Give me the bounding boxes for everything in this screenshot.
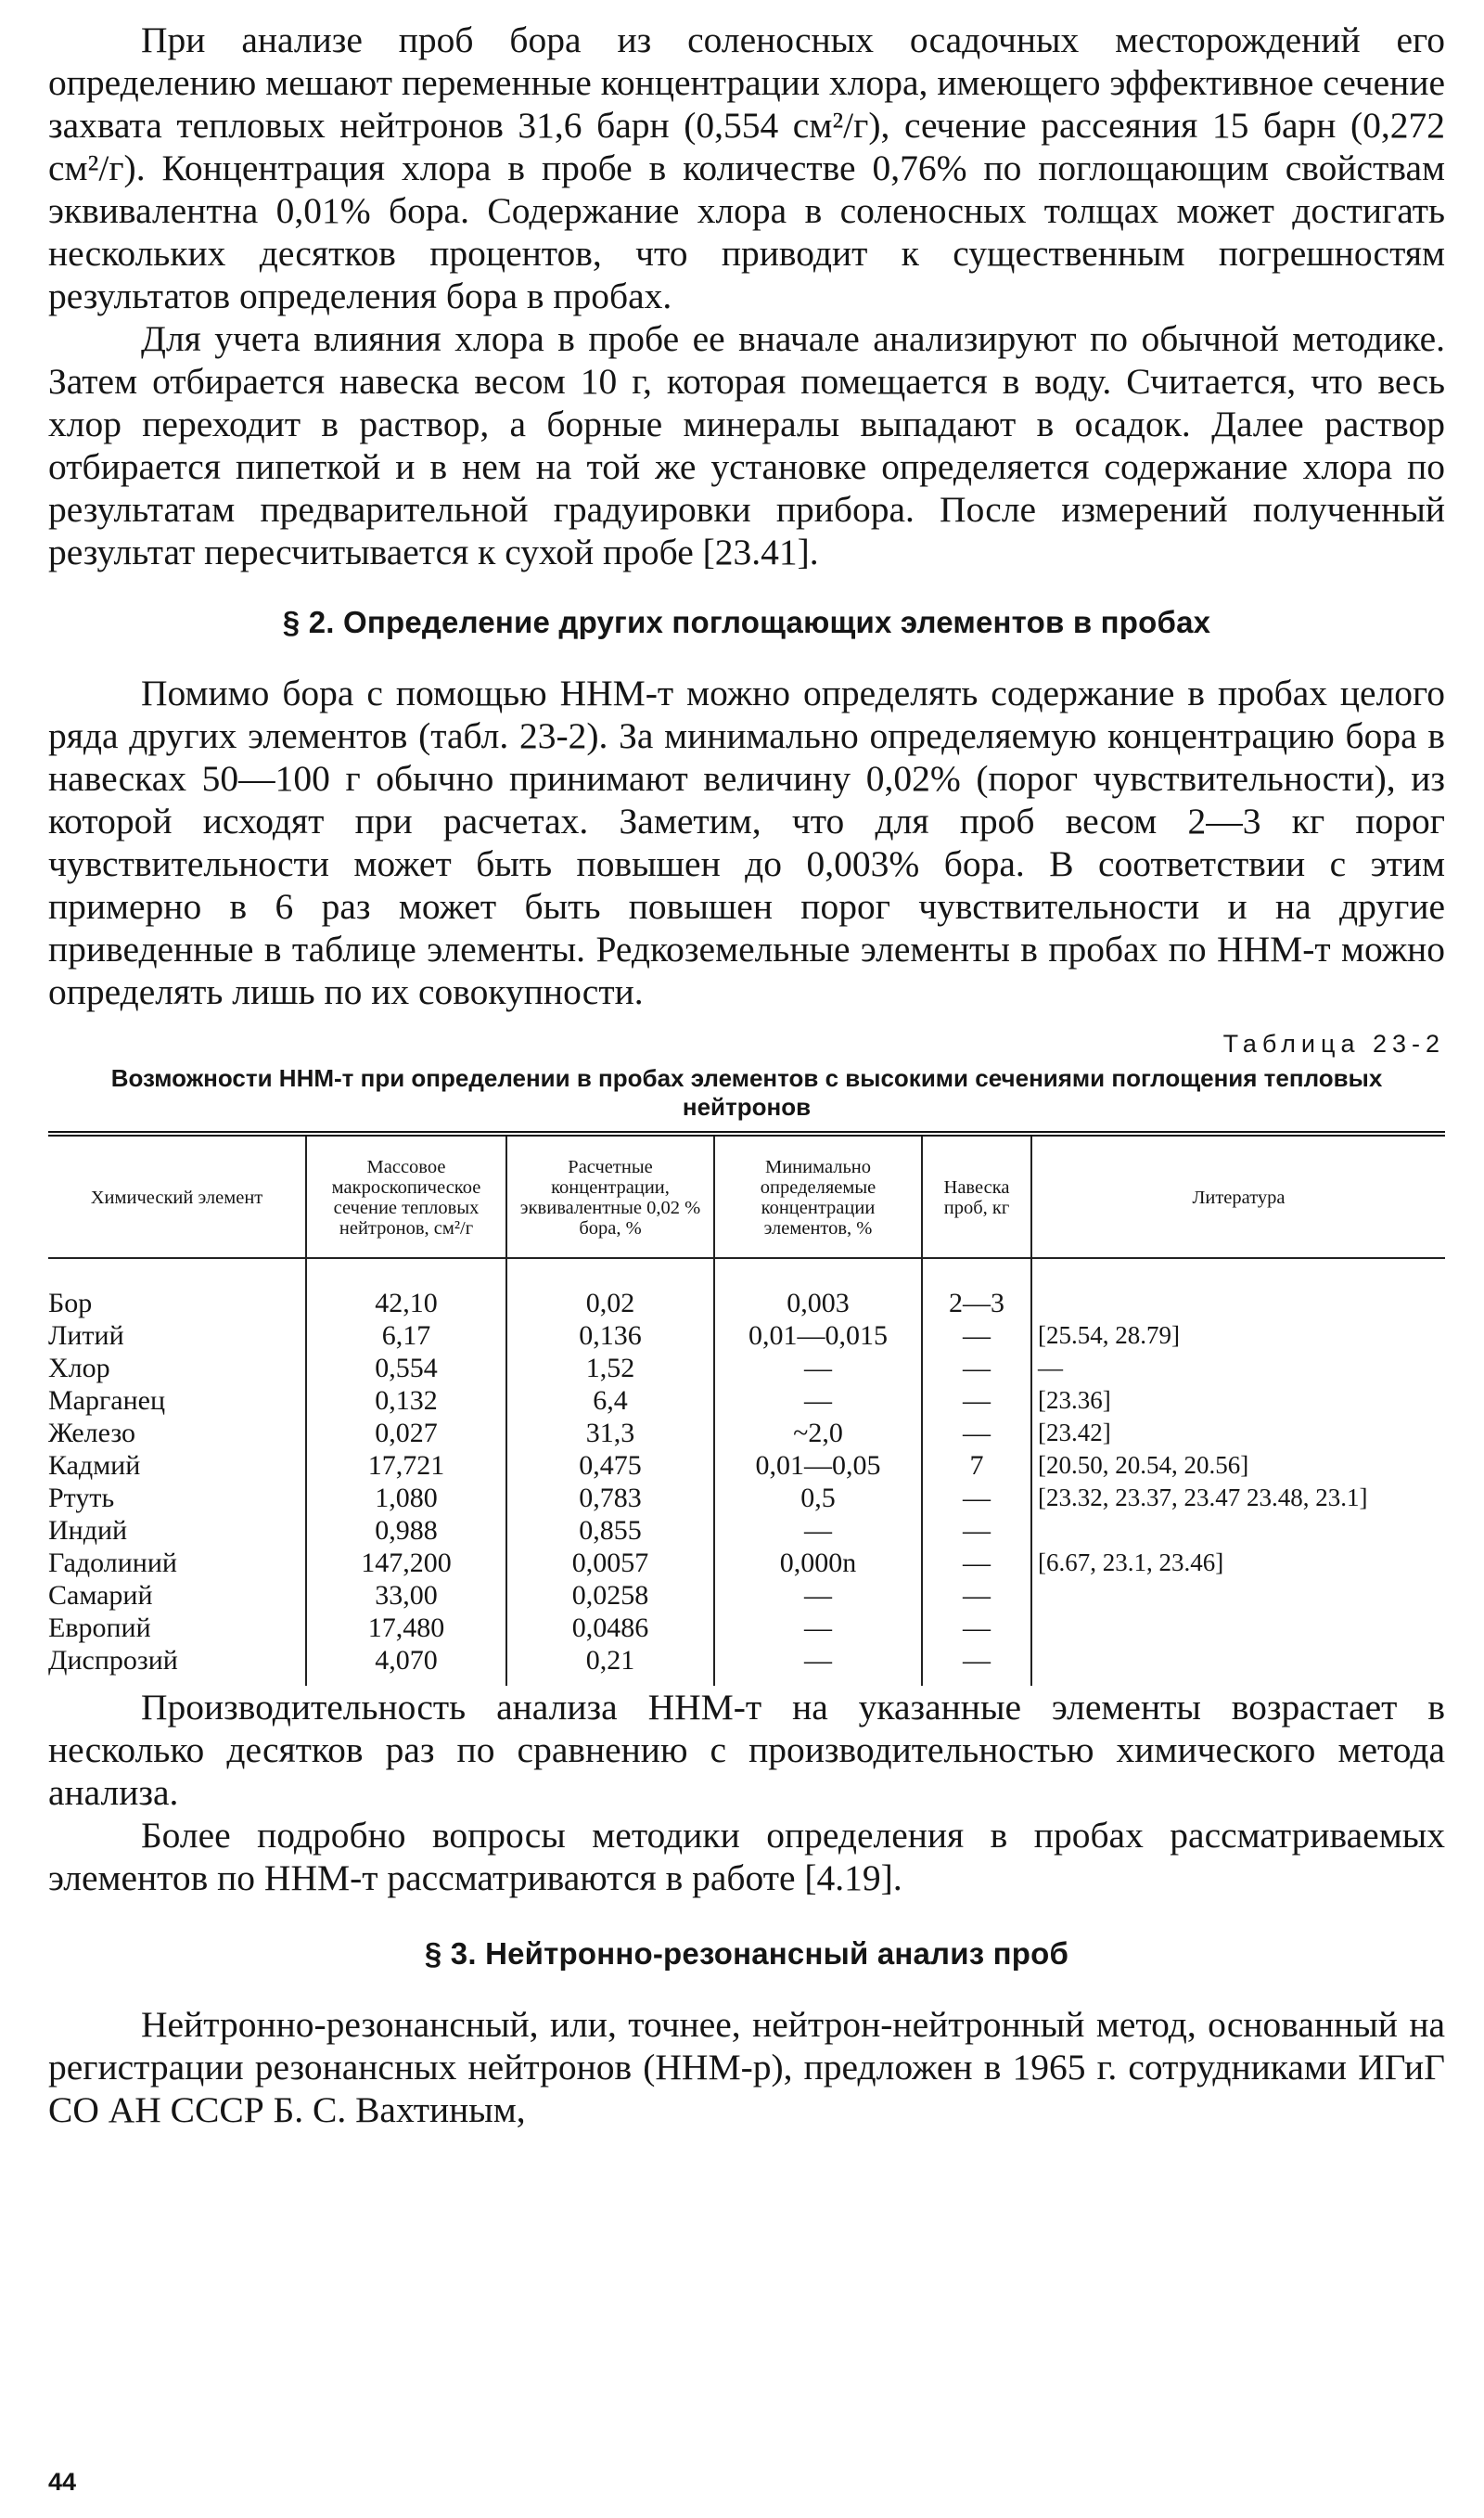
table-body [48,1258,1445,1686]
element-cell: Ртуть [48,1483,115,1513]
sample-weight-cell: — [922,1547,1031,1579]
literature-cell [1031,1612,1445,1644]
sample-weight-cell: — [922,1352,1031,1384]
sample-weight-cell: — [922,1482,1031,1514]
element-cell: Гадолиний [48,1548,177,1578]
sample-weight-cell: — [922,1514,1031,1547]
min-concentration-cell: 0,003 [714,1258,922,1319]
sample-weight-cell: — [922,1319,1031,1352]
header-element: Химический элемент [48,1134,306,1258]
min-concentration-cell: — [714,1352,922,1384]
element-cell: Хлор [48,1353,110,1383]
equivalent-cell: 0,0057 [506,1547,714,1579]
cross-section-cell: 147,200 [306,1547,506,1579]
table-caption: Возможности ННМ-т при определении в пробах элементов с высокими сечениями поглощения тепловых нейтронов [110,1064,1383,1121]
element-cell: Индий [48,1515,128,1546]
literature-cell: [25.54, 28.79] [1031,1319,1445,1352]
table-row [48,1514,1445,1547]
literature-cell: — [1031,1352,1445,1384]
equivalent-cell: 0,02 [506,1258,714,1319]
literature-cell [1031,1579,1445,1612]
element-cell: Марганец [48,1385,166,1416]
header-cross-section: Массовое макроскопическое сечение тепловых нейтронов, см²/г [306,1134,506,1258]
cross-section-cell: 6,17 [306,1319,506,1352]
cross-section-cell: 0,554 [306,1352,506,1384]
literature-cell: [23.42] [1031,1417,1445,1449]
cross-section-cell: 17,721 [306,1449,506,1482]
min-concentration-cell: — [714,1644,922,1686]
equivalent-cell: 0,475 [506,1449,714,1482]
element-cell: Кадмий [48,1450,141,1481]
cross-section-cell: 0,132 [306,1384,506,1417]
equivalent-cell: 6,4 [506,1384,714,1417]
section-3-heading: § 3. Нейтронно-резонансный анализ проб [424,1936,1069,1971]
equivalent-cell: 0,0486 [506,1612,714,1644]
min-concentration-cell: 0,5 [714,1482,922,1514]
table-row [48,1644,1445,1686]
paragraph-other-elements: Помимо бора с помощью ННМ-т можно определять содержание в пробах целого ряда других элементов (табл. 23-2). За минимально определяемую концентрацию бора в навесках 50—100 г обычно принимают величину 0,02% (порог чувствительности), из которой исходят при расчетах. Заметим, что для проб весом 2—3 кг порог чувствительности может быть повышен до 0,003% бора. В соответствии с этим примерно в 6 раз может быть повышен порог чувствительности и на другие приведенные в таблице элементы. Редкоземельные элементы в пробах по ННМ-т можно определять лишь по их совокупности. [48,673,1445,1012]
equivalent-cell: 0,783 [506,1482,714,1514]
equivalent-cell: 1,52 [506,1352,714,1384]
table-row [48,1258,1445,1319]
min-concentration-cell: — [714,1579,922,1612]
min-concentration-cell: — [714,1384,922,1417]
page [48,19,1445,2496]
header-equivalent-concentration: Расчетные концентрации, эквивалентные 0,02 % бора, % [506,1134,714,1258]
table-row [48,1384,1445,1417]
table-row [48,1547,1445,1579]
equivalent-cell: 31,3 [506,1417,714,1449]
cross-section-cell: 0,027 [306,1417,506,1449]
table-row [48,1612,1445,1644]
literature-cell: [20.50, 20.54, 20.56] [1031,1449,1445,1482]
paragraph-chlorine-correction: Для учета влияния хлора в пробе ее вначале анализируют по обычной методике. Затем отбирается навеска весом 10 г, которая помещается в воду. Считается, что весь хлор переходит в раствор, а борные минералы выпадают в осадок. Далее раствор отбирается пипеткой и в нем на той же установке определяется содержание хлора по результатам предварительной градуировки прибора. После измерений полученный результат пересчитывается к сухой пробе [23.41]. [48,318,1445,572]
cross-section-cell: 42,10 [306,1258,506,1319]
paragraph-chlorine-interference: При анализе проб бора из соленосных осадочных месторождений его определению мешают переменные концентрации хлора, имеющего эффективное сечение захвата тепловых нейтронов 31,6 барн (0,554 см²/г), сечение рассеяния 15 барн (0,272 см²/г). Концентрация хлора в пробе в количестве 0,76% по поглощающим свойствам эквивалентна 0,01% бора. Содержание хлора в соленосных толщах может достигать нескольких десятков процентов, что приводит к существенным погрешностям результатов определения бора в пробах. [48,19,1445,316]
section-2-heading: § 2. Определение других поглощающих элементов в пробах [282,605,1211,639]
equivalent-cell: 0,21 [506,1644,714,1686]
paragraph-reference: Более подробно вопросы методики определения в пробах рассматриваемых элементов по ННМ-т рассматриваются в работе [4.19]. [48,1815,1445,1898]
literature-cell: [6.67, 23.1, 23.46] [1031,1547,1445,1579]
sample-weight-cell: — [922,1384,1031,1417]
table-row [48,1417,1445,1449]
sample-weight-cell: 2—3 [922,1258,1031,1319]
min-concentration-cell: — [714,1514,922,1547]
cross-section-cell: 33,00 [306,1579,506,1612]
cross-section-cell: 4,070 [306,1644,506,1686]
table-row [48,1352,1445,1384]
table-row [48,1319,1445,1352]
table-number: Таблица 23-2 [1222,1030,1445,1058]
header-sample-weight: Навеска проб, кг [922,1134,1031,1258]
paragraph-productivity: Производительность анализа ННМ-т на указанные элементы возрастает в несколько десятков раз по сравнению с производительностью химического метода анализа. [48,1687,1445,1813]
literature-cell [1031,1514,1445,1547]
min-concentration-cell: ~2,0 [714,1417,922,1449]
sample-weight-cell: — [922,1579,1031,1612]
element-cell: Самарий [48,1580,153,1611]
cross-section-cell: 1,080 [306,1482,506,1514]
min-concentration-cell: — [714,1612,922,1644]
cross-section-cell: 0,988 [306,1514,506,1547]
elements-table [48,1131,1445,1686]
page-number: 44 [48,2468,77,2496]
sample-weight-cell: — [922,1417,1031,1449]
header-min-concentration: Минимально определяемые концентрации элементов, % [714,1134,922,1258]
header-literature: Литература [1031,1134,1445,1258]
table-row [48,1449,1445,1482]
table-header-row [48,1134,1445,1258]
paragraph-resonance-method: Нейтронно-резонансный, или, точнее, нейтрон-нейтронный метод, основанный на регистрации резонансных нейтронов (ННМ-р), предложен в 1965 г. сотрудниками ИГиГ СО АН СССР Б. С. Вахтиным, [48,2004,1445,2130]
cross-section-cell: 17,480 [306,1612,506,1644]
table-row [48,1579,1445,1612]
equivalent-cell: 0,136 [506,1319,714,1352]
element-cell: Диспрозий [48,1645,178,1676]
element-cell: Литий [48,1320,124,1351]
min-concentration-cell: 0,01—0,015 [714,1319,922,1352]
element-cell: Бор [48,1288,93,1318]
literature-cell: [23.36] [1031,1384,1445,1417]
sample-weight-cell: — [922,1644,1031,1686]
element-cell: Железо [48,1418,135,1448]
literature-cell [1031,1644,1445,1686]
sample-weight-cell: — [922,1612,1031,1644]
element-cell: Европий [48,1612,151,1643]
table-block [48,1030,1445,1686]
min-concentration-cell: 0,01—0,05 [714,1449,922,1482]
equivalent-cell: 0,855 [506,1514,714,1547]
literature-cell [1031,1258,1445,1319]
min-concentration-cell: 0,000n [714,1547,922,1579]
table-row [48,1482,1445,1514]
literature-cell: [23.32, 23.37, 23.47 23.48, 23.1] [1031,1482,1445,1514]
sample-weight-cell: 7 [922,1449,1031,1482]
equivalent-cell: 0,0258 [506,1579,714,1612]
